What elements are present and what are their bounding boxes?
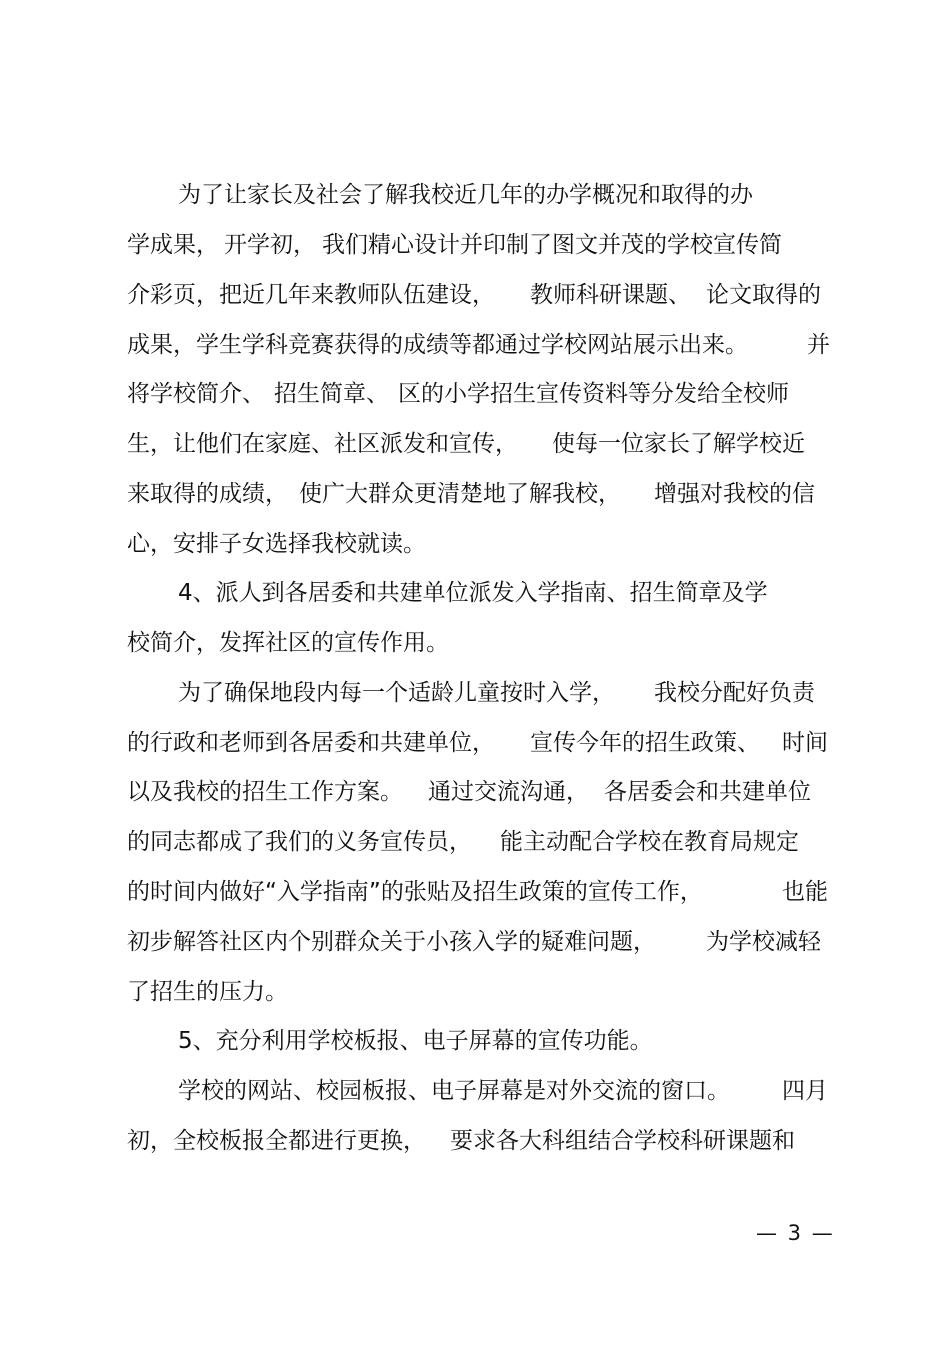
text-segment: 也能	[782, 879, 828, 905]
text-segment: 使广大群众更清楚地了解我校，	[299, 481, 621, 507]
text-segment: 初步解答社区内个别群众关于小孩入学的疑难问题，	[127, 929, 656, 955]
text-segment: 我校分配好负责	[654, 680, 815, 706]
text-line	[0, 623, 950, 663]
text-segment: 各居委会和共建单位	[604, 779, 811, 805]
text-line	[0, 424, 950, 464]
text-segment: 校简介，发挥社区的宣传作用。	[127, 630, 449, 656]
text-segment: 初，全校板报全都进行更换，	[127, 1128, 426, 1154]
text-segment: 并	[807, 332, 830, 358]
text-segment: 教师科研课题、	[530, 282, 691, 308]
text-segment: 来取得的成绩，	[127, 481, 288, 507]
text-segment: 为学校减轻	[706, 929, 821, 955]
text-line	[0, 972, 950, 1012]
text-line	[0, 772, 950, 812]
text-line	[0, 325, 950, 365]
text-segment: 区的小学招生宣传资料等分发给全校师	[398, 381, 789, 407]
text-line	[0, 1021, 950, 1061]
text-segment: 以及我校的招生工作方案。	[127, 779, 403, 805]
text-segment: 论文取得的	[706, 282, 821, 308]
text-line	[0, 723, 950, 763]
text-line	[0, 175, 950, 215]
text-segment: 为了让家长及社会了解我校近几年的办学概况和取得的办	[178, 182, 753, 208]
text-segment: 心，安排子女选择我校就读。	[127, 531, 426, 557]
text-line	[0, 872, 950, 912]
text-segment: 开学初，	[224, 232, 316, 258]
text-segment: 为了确保地段内每一个适龄儿童按时入学，	[178, 680, 615, 706]
text-segment: 学校的网站、校园板报、电子屏幕是对外交流的窗口。	[178, 1078, 730, 1104]
text-segment: 宣传今年的招生政策、	[530, 730, 760, 756]
text-line	[0, 1071, 950, 1111]
text-line	[0, 524, 950, 564]
text-line	[0, 275, 950, 315]
text-segment: 学成果，	[127, 232, 219, 258]
text-line	[0, 573, 950, 613]
text-segment: 使每一位家长了解学校近	[552, 431, 805, 457]
text-line	[0, 474, 950, 514]
text-segment: 介彩页，把近几年来教师队伍建设，	[127, 282, 495, 308]
text-segment: 成果，学生学科竞赛获得的成绩等都通过学校网站展示出来。	[127, 332, 748, 358]
text-line	[0, 1121, 950, 1161]
text-segment: 生，让他们在家庭、社区派发和宣传，	[127, 431, 518, 457]
text-segment: 招生简章、	[274, 381, 389, 407]
text-segment: 能主动配合学校在教育局规定	[500, 829, 799, 855]
text-segment: 增强对我校的信	[654, 481, 815, 507]
text-line	[0, 374, 950, 414]
text-segment: 时间	[782, 730, 828, 756]
text-segment: 四月	[782, 1078, 828, 1104]
text-segment: 5、充分利用学校板报、电子屏幕的宣传功能。	[178, 1028, 653, 1054]
text-segment: 我们精心设计并印制了图文并茂的学校宣传简	[322, 232, 782, 258]
page-number: — 3 —	[756, 1221, 835, 1245]
text-segment: 将学校简介、	[127, 381, 265, 407]
text-segment: 通过交流沟通，	[428, 779, 589, 805]
text-segment: 的时间内做好“入学指南”的张贴及招生政策的宣传工作，	[127, 879, 703, 905]
text-segment: 要求各大科组结合学校科研课题和	[450, 1128, 795, 1154]
text-line	[0, 225, 950, 265]
text-segment: 的行政和老师到各居委和共建单位，	[127, 730, 495, 756]
text-line	[0, 673, 950, 713]
text-segment: 4、派人到各居委和共建单位派发入学指南、招生简章及学	[178, 580, 768, 606]
text-line	[0, 922, 950, 962]
text-segment: 的同志都成了我们的义务宣传员，	[127, 829, 472, 855]
text-segment: 了招生的压力。	[127, 979, 288, 1005]
text-line	[0, 822, 950, 862]
